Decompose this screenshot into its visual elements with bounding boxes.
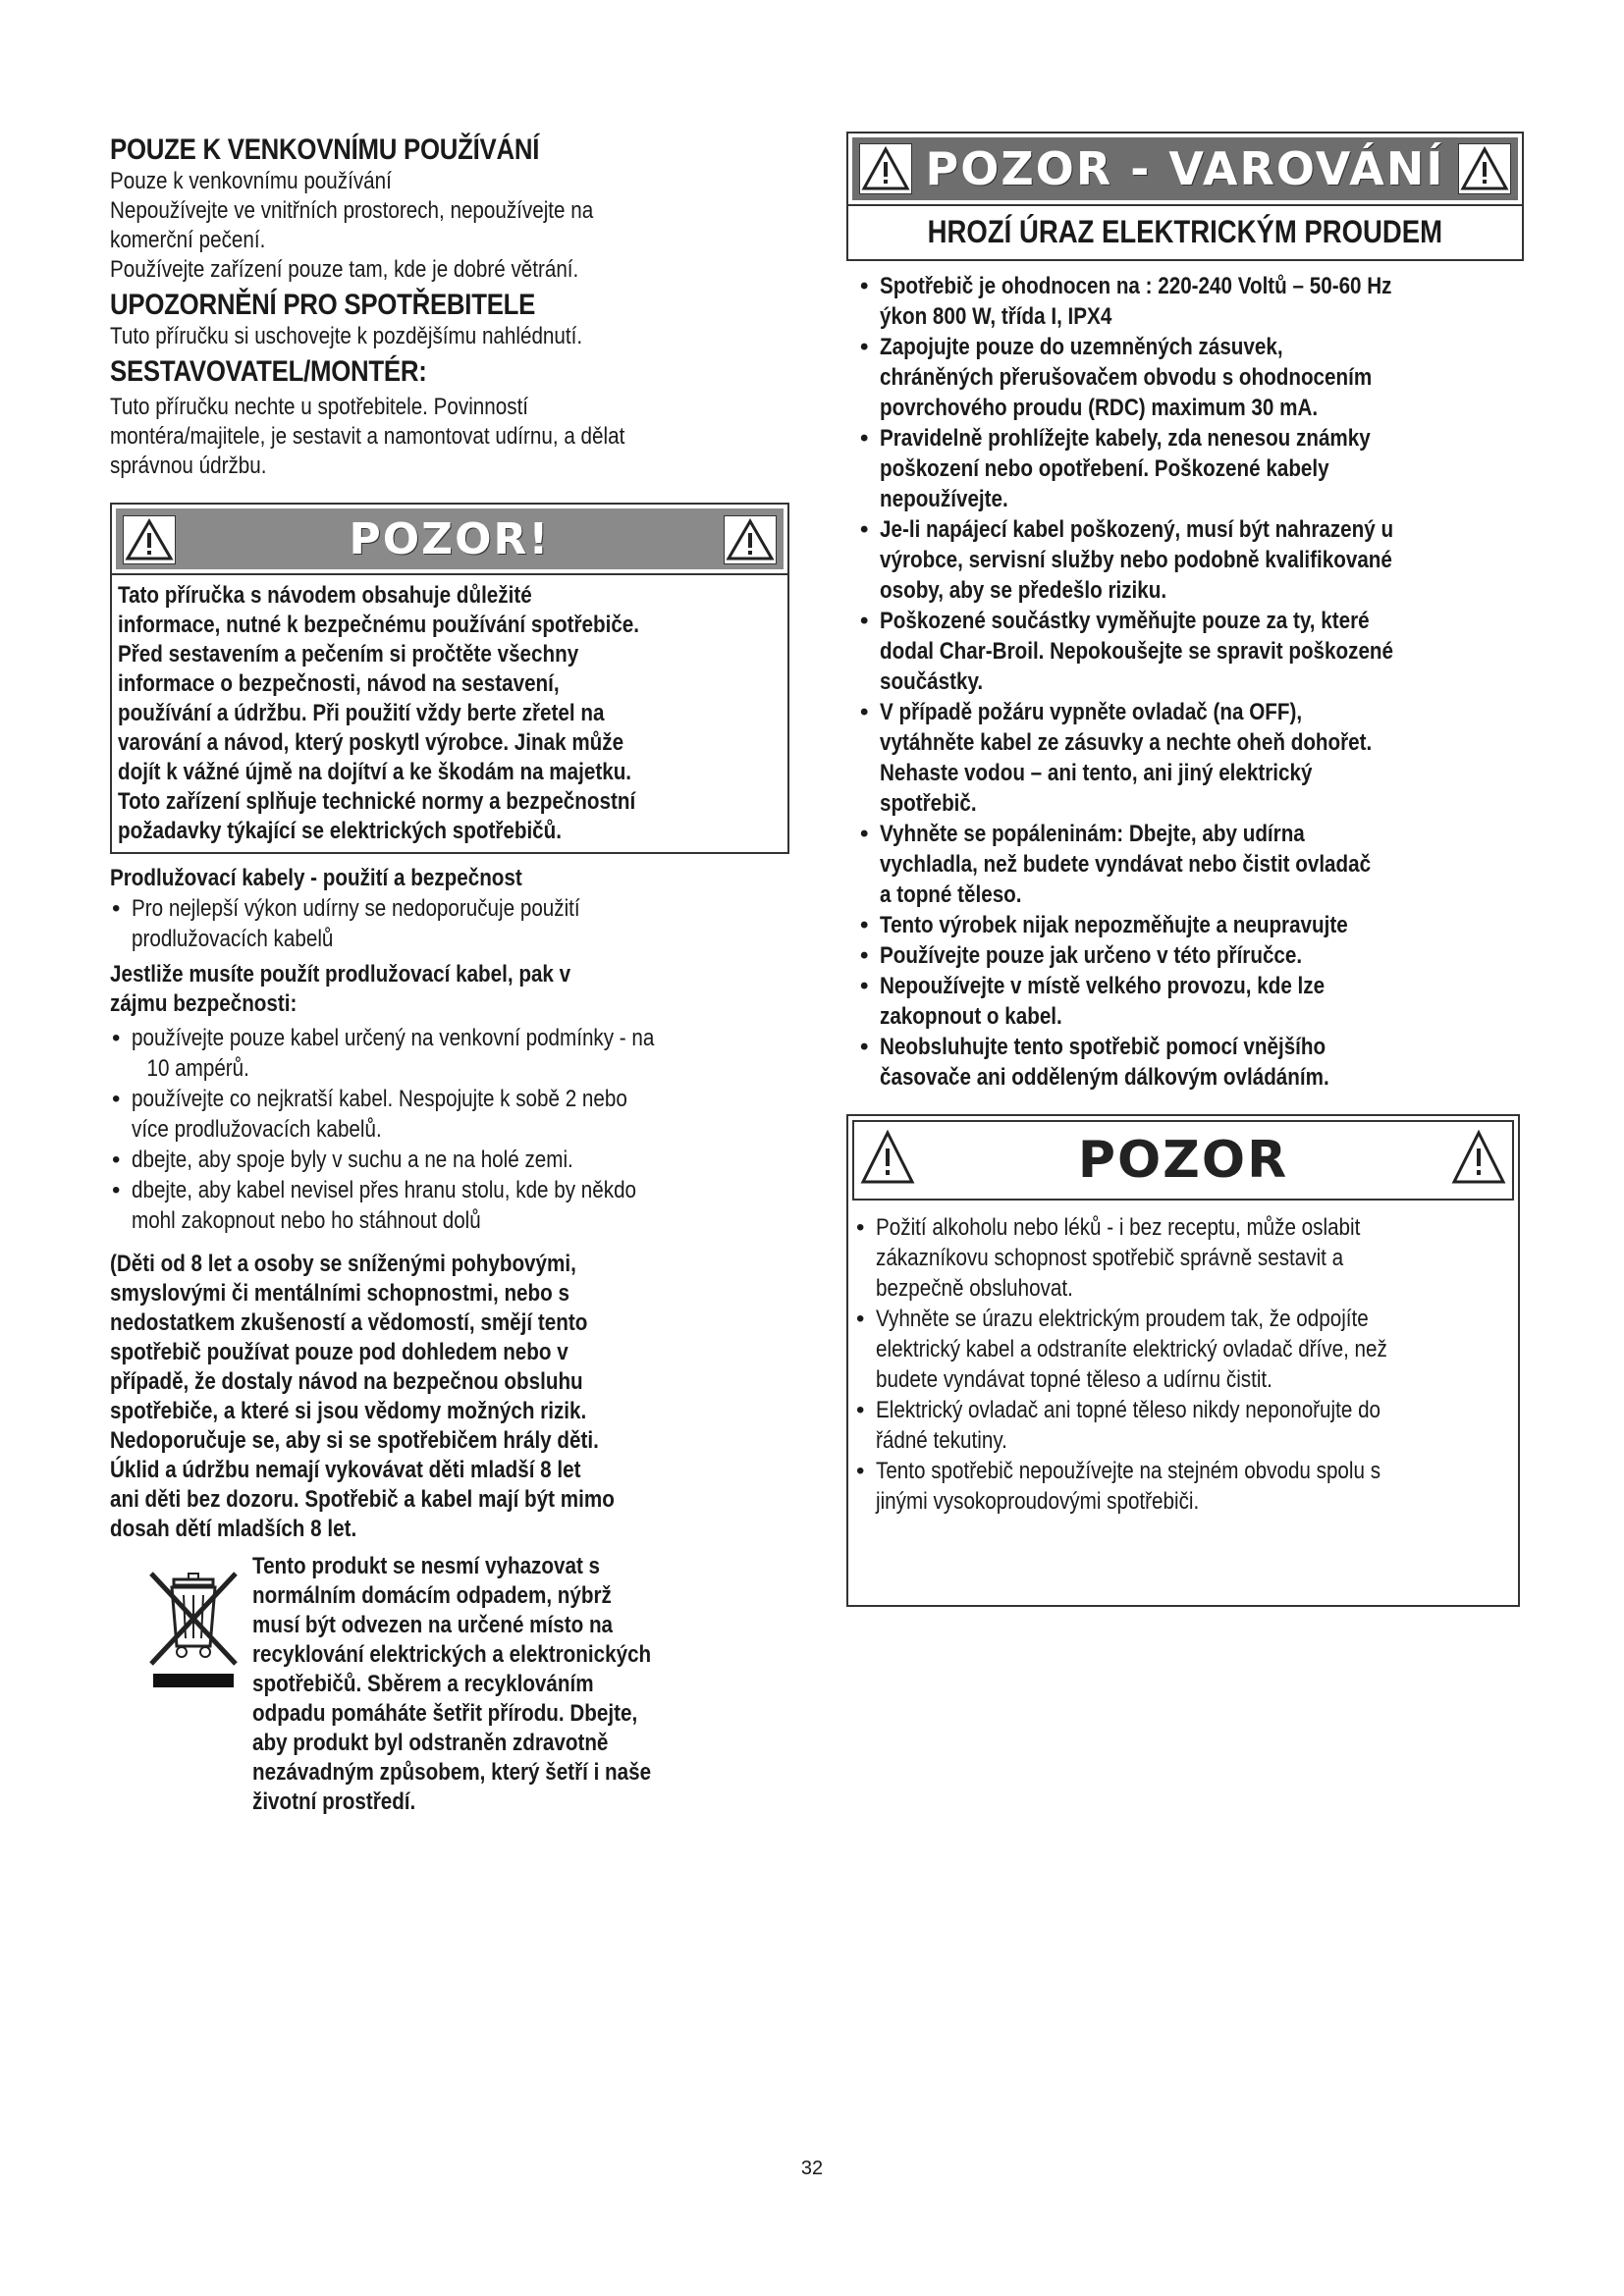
heading-consumer-notice: UPOZORNĚNÍ PRO SPOTŘEBITELE — [110, 289, 536, 321]
extension-heading: Prodlužovací kabely - použití a bezpečnost — [110, 865, 522, 891]
electric-warning-title: POZOR - VAROVÁNÍ — [925, 142, 1445, 195]
caution-line-9: požadavky týkající se elektrických spotřebičů. — [118, 818, 563, 844]
list-item: • Nepoužívejte v místě velkého provozu, kde lze zakopnout o kabel. — [858, 971, 1524, 1032]
caution-box — [110, 503, 789, 854]
list-item: • Pro nejlepší výkon udírny se nedoporučuje použití prodlužovacích kabelů — [110, 893, 787, 954]
outdoor-line-1: Pouze k venkovnímu používání — [110, 168, 392, 194]
electric-warning-box — [846, 132, 1524, 261]
extension-safety-list — [110, 1023, 787, 1236]
list-item: • Tento výrobek nijak nepozměňujte a neupravujte — [858, 910, 1524, 940]
caution-line-6: varování a návod, který poskytl výrobce. Jinak může — [118, 729, 624, 756]
warning-triangle-icon — [723, 512, 778, 567]
assembler-line-2: montéra/majitele, je sestavit a namontovat udírnu, a dělat — [110, 423, 625, 450]
pozor-banner — [852, 1120, 1514, 1201]
list-item: • Pravidelně prohlížejte kabely, zda nenesou známky poškození nebo opotřebení. Poškozené kabely nepoužívejte. — [858, 423, 1524, 514]
electric-warning-subtitle: HROZÍ ÚRAZ ELEKTRICKÝM PROUDEM — [848, 204, 1522, 259]
crossed-bin-icon — [139, 1568, 247, 1691]
list-item: • Tento spotřebič nepoužívejte na stejném obvodu spolu s jinými vysokoproudovými spotřebiči. — [854, 1456, 1512, 1517]
warning-triangle-icon — [860, 1130, 915, 1185]
warning-triangle-icon — [1457, 141, 1512, 196]
list-item: • používejte co nejkratší kabel. Nespojujte k sobě 2 nebo více prodlužovacích kabelů. — [110, 1084, 787, 1145]
list-item: • Vyhněte se úrazu elektrickým proudem tak, že odpojíte elektrický kabel a odstraníte elektrický ovladač dříve, než budete vyndávat topné těleso a udírnu čistit. — [854, 1304, 1512, 1395]
extension-heading2-line-2: zájmu bezpečnosti: — [110, 990, 298, 1017]
caution-line-4: informace o bezpečnosti, návod na sestavení, — [118, 670, 560, 697]
warning-triangle-icon — [858, 141, 913, 196]
pozor-title: POZOR — [1077, 1131, 1289, 1190]
left-column — [110, 133, 787, 1817]
caution-line-3: Před sestavením a pečením si pročtěte všechny — [118, 641, 579, 667]
list-item: • Je-li napájecí kabel poškozený, musí být nahrazený u výrobce, servisní služby nebo podobně kvalifikované osoby, aby se předešlo riziku. — [858, 514, 1524, 606]
electric-safety-list — [846, 271, 1524, 1093]
extension-heading2-line-1: Jestliže musíte použít prodlužovací kabel, pak v — [110, 961, 571, 988]
list-item: • Používejte pouze jak určeno v této příručce. — [858, 940, 1524, 971]
weee-section — [110, 1552, 787, 1817]
caution-line-1: Tato příručka s návodem obsahuje důležité — [118, 582, 532, 609]
assembler-line-3: správnou údržbu. — [110, 453, 267, 479]
assembler-line-1: Tuto příručku nechte u spotřebitele. Povinností — [110, 394, 529, 420]
caution-line-2: informace, nutné k bezpečnému používání spotřebiče. — [118, 612, 640, 638]
caution-line-7: dojít k vážné újmě na dojítví a ke škodám na majetku. — [118, 759, 632, 785]
consumer-line-1: Tuto příručku si uschovejte k pozdějšímu nahlédnutí. — [110, 323, 583, 349]
outdoor-line-4: Používejte zařízení pouze tam, kde je dobré větrání. — [110, 256, 579, 283]
list-item: • Poškozené součástky vyměňujte pouze za ty, které dodal Char-Broil. Nepokoušejte se spravit poškozené součástky. — [858, 606, 1524, 697]
list-item: • dbejte, aby spoje byly v suchu a ne na holé zemi. — [110, 1145, 787, 1175]
list-item: • Vyhněte se popáleninám: Dbejte, aby udírna vychladla, než budete vyndávat nebo čistit ovladač a topné těleso. — [858, 819, 1524, 910]
list-item: • Spotřebič je ohodnocen na : 220-240 Voltů – 50-60 Hz ýkon 800 W, třída I, IPX4 — [858, 271, 1524, 332]
outdoor-line-2: Nepoužívejte ve vnitřních prostorech, nepoužívejte na — [110, 197, 594, 224]
weee-text: Tento produkt se nesmí vyhazovat s normálním domácím odpadem, nýbrž musí být odvezen na určené místo na recyklování elektrických a elektronických spotřebičů. Sběrem a recyklováním odpadu pomáháte šetřit přírodu. Dbejte, aby produkt byl odstraněn zdravotně nezávadným způsobem, který šetří i naše životní prostředí. — [252, 1553, 652, 1815]
list-item: • dbejte, aby kabel nevisel přes hranu stolu, kde by někdo mohl zakopnout nebo ho stáhnout dolů — [110, 1175, 787, 1236]
pozor-box — [846, 1114, 1520, 1607]
page-number: 32 — [800, 2158, 824, 2179]
caution-body — [112, 573, 787, 852]
list-item: • Neobsluhujte tento spotřebič pomocí vnějšího časovače ani odděleným dálkovým ovládáním. — [858, 1032, 1524, 1093]
warning-triangle-icon — [122, 512, 177, 567]
list-item: • V případě požáru vypněte ovladač (na OFF), vytáhněte kabel ze zásuvky a nechte oheň dohořet. Nehaste vodou – ani tento, ani jiný elektrický spotřebič. — [858, 697, 1524, 819]
heading-assembler: SESTAVOVATEL/MONTÉR: — [110, 355, 427, 388]
caution-line-5: používání a údržbu. Při použití vždy berte zřetel na — [118, 700, 605, 726]
caution-title: POZOR! — [349, 513, 551, 564]
warning-triangle-icon — [1451, 1130, 1506, 1185]
children-paragraph: (Děti od 8 let a osoby se sníženými pohybovými, smyslovými či mentálními schopnostmi, nebo s nedostatkem zkušeností a vědomostí, smějí tento spotřebič používat pouze pod dohledem nebo v případě, že dostaly návod na bezpečnou obsluhu spotřebiče, a které si jsou vědomy možných rizik. Nedoporučuje se, aby si se spotřebičem hrály děti. Úklid a údržbu nemají vykovávat děti mladší 8 let ani děti bez dozoru. Spotřebič a kabel mají být mimo dosah dětí mladších 8 let. — [110, 1251, 615, 1542]
caution-line-8: Toto zařízení splňuje technické normy a bezpečnostní — [118, 788, 636, 815]
extension-list — [110, 893, 787, 954]
list-item: • Požití alkoholu nebo léků - i bez receptu, může oslabit zákazníkovu schopnost spotřebič správně sestavit a bezpečně obsluhovat. — [854, 1212, 1512, 1304]
list-item: • používejte pouze kabel určený na venkovní podmínky - na 10 ampérů. — [110, 1023, 787, 1084]
heading-outdoor-use: POUZE K VENKOVNÍMU POUŽÍVÁNÍ — [110, 133, 540, 166]
pozor-list — [848, 1204, 1518, 1517]
list-item: • Elektrický ovladač ani topné těleso nikdy neponořujte do řádné tekutiny. — [854, 1395, 1512, 1456]
right-column — [846, 132, 1524, 1607]
outdoor-line-3: komerční pečení. — [110, 227, 266, 253]
electric-warning-banner — [852, 137, 1518, 200]
list-item: • Zapojujte pouze do uzemněných zásuvek, chráněných přerušovačem obvodu s ohodnocením povrchového proudu (RDC) maximum 30 mA. — [858, 332, 1524, 423]
caution-banner — [116, 508, 784, 569]
